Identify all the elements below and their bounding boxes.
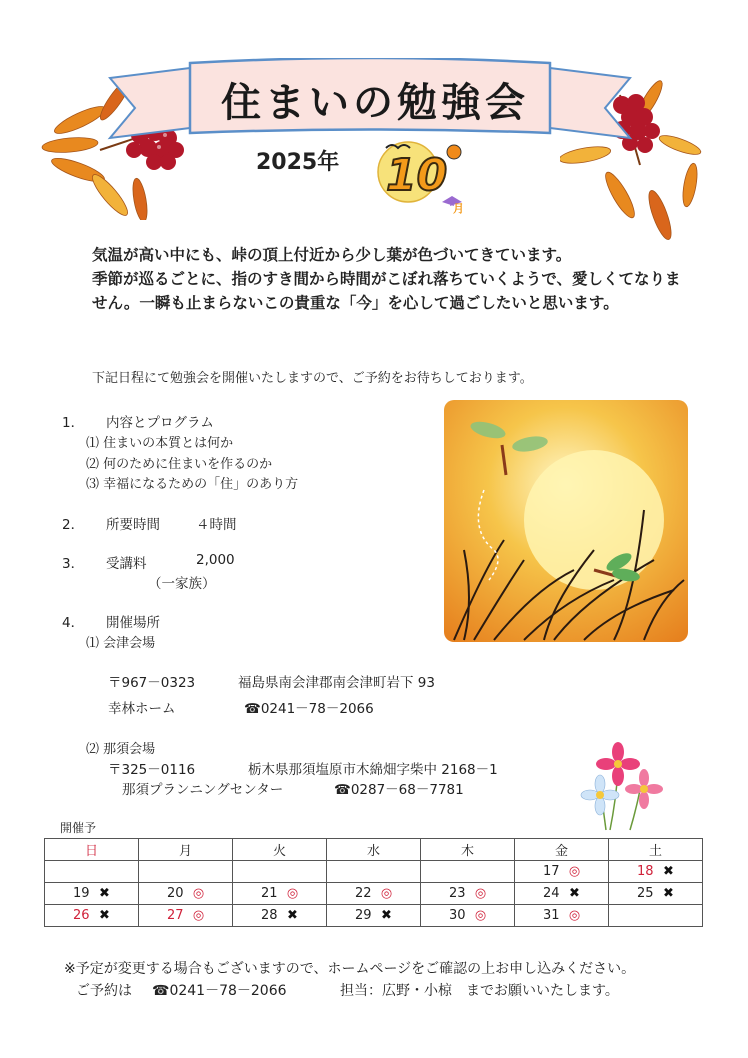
venue-2-name: 那須プランニングセンター	[122, 782, 284, 798]
day-number: 22	[354, 886, 372, 901]
venue-1-address: 福島県南会津郡南会津町岩下 93	[238, 675, 435, 691]
year-label: 2025年	[256, 150, 340, 175]
program-item: ⑴ 住まいの本質とは何か	[86, 436, 234, 451]
weekday-header: 月	[139, 839, 233, 861]
calendar-day-cell	[45, 905, 139, 927]
day-number: 20	[166, 886, 184, 901]
calendar-day-cell	[45, 883, 139, 905]
available-mark: ◎	[192, 886, 205, 901]
calendar-day-cell	[233, 861, 327, 883]
footer-note: ※予定が変更する場合もございますので、ホームページをご確認の上お申し込みください。	[64, 961, 636, 977]
calendar-day-cell	[515, 905, 609, 927]
day-number: 21	[260, 886, 278, 901]
section-2-heading	[62, 513, 160, 533]
unavailable-mark: ✖	[381, 908, 392, 923]
calendar-week-row	[45, 861, 703, 883]
calendar-day-cell	[327, 883, 421, 905]
calendar-header-row	[45, 839, 703, 861]
unavailable-mark: ✖	[663, 864, 674, 879]
day-number: 29	[354, 908, 372, 923]
intro-line: せん。一瞬も止まらないこの貴重な「今」を心して過ごしたいと思います。	[92, 294, 619, 312]
day-number: 25	[636, 886, 654, 901]
calendar-day-cell	[421, 905, 515, 927]
section-number: 3．	[62, 556, 85, 572]
intro-paragraph	[92, 243, 712, 315]
venue-2-address: 栃木県那須塩原市木綿畑字柴中 2168－1	[248, 762, 498, 778]
day-number: 24	[542, 886, 560, 901]
available-mark: ◎	[192, 908, 205, 923]
calendar-day-cell	[421, 861, 515, 883]
calendar-day-cell	[233, 905, 327, 927]
footer-reserve-label: ご予約は	[76, 983, 132, 999]
intro-line: 季節が巡るごとに、指のすき間から時間がこぼれ落ちていくようで、愛しくてなりま	[92, 270, 681, 288]
calendar-day-cell	[327, 861, 421, 883]
section-number: 4．	[62, 615, 85, 631]
day-number: 27	[166, 908, 184, 923]
day-number: 30	[448, 908, 466, 923]
calendar-day-cell	[327, 905, 421, 927]
available-mark: ◎	[568, 908, 581, 923]
day-number: 18	[636, 864, 654, 879]
section-3-heading	[62, 552, 147, 572]
page-title: 住まいの勉強会	[221, 80, 529, 126]
day-number: 26	[72, 908, 90, 923]
intro-line: 気温が高い中にも、峠の頂上付近から少し葉が色づいてきています。	[92, 246, 572, 264]
calendar-day-cell	[139, 905, 233, 927]
weekday-header: 日	[45, 839, 139, 861]
calendar-day-cell	[139, 883, 233, 905]
calendar-day-cell	[515, 883, 609, 905]
unavailable-mark: ✖	[99, 886, 110, 901]
calendar-day-cell	[233, 883, 327, 905]
unavailable-mark: ✖	[663, 886, 674, 901]
calendar-day-cell	[515, 861, 609, 883]
weekday-header: 水	[327, 839, 421, 861]
unavailable-mark: ✖	[287, 908, 298, 923]
program-item: ⑵ 何のために住まいを作るのか	[86, 457, 273, 472]
venue-1-name: 幸林ホーム	[108, 701, 176, 717]
month-number: 10	[386, 150, 448, 201]
fee-value: 2,000	[196, 552, 235, 568]
venue-1-label: ⑴ 会津会場	[86, 636, 156, 651]
weekday-header: 火	[233, 839, 327, 861]
unavailable-mark: ✖	[569, 886, 580, 901]
day-number: 19	[72, 886, 90, 901]
dragonfly-sunset-image	[444, 400, 688, 642]
cosmos-flowers-icon	[580, 740, 672, 832]
schedule-calendar	[44, 838, 703, 927]
duration-value: ４時間	[196, 517, 237, 533]
calendar-week-row	[45, 883, 703, 905]
footer-reserve-tel: ☎0241－78－2066	[152, 983, 287, 999]
weekday-header: 土	[609, 839, 703, 861]
available-mark: ◎	[380, 886, 393, 901]
calendar-caption: 開催予	[60, 821, 97, 835]
program-item: ⑶ 幸福になるための「住」のあり方	[86, 477, 299, 492]
available-mark: ◎	[568, 864, 581, 879]
calendar-day-cell	[45, 861, 139, 883]
section-title: 開催場所	[106, 615, 160, 631]
section-number: 2．	[62, 517, 85, 533]
venue-2-tel: ☎0287－68－7781	[334, 782, 464, 798]
weekday-header: 木	[421, 839, 515, 861]
available-mark: ◎	[474, 908, 487, 923]
section-title: 内容とプログラム	[106, 415, 214, 431]
calendar-day-cell	[609, 861, 703, 883]
section-1-heading	[62, 411, 214, 431]
calendar-day-cell	[609, 905, 703, 927]
unavailable-mark: ✖	[99, 908, 110, 923]
section-title: 受講料	[106, 556, 147, 572]
calendar-week-row	[45, 905, 703, 927]
section-number: 1．	[62, 415, 85, 431]
footer-contact: 担当：広野・小椋 までお願いいたします。	[340, 983, 619, 999]
venue-2-label: ⑵ 那須会場	[86, 742, 156, 757]
day-number: 31	[542, 908, 560, 923]
day-number: 28	[260, 908, 278, 923]
month-unit: 月	[453, 202, 464, 215]
section-title: 所要時間	[106, 517, 160, 533]
calendar-day-cell	[609, 883, 703, 905]
venue-2-postal: 〒325－0116	[108, 762, 196, 778]
venue-1-tel: ☎0241－78－2066	[244, 701, 374, 717]
fee-note: （一家族）	[148, 576, 216, 592]
day-number: 17	[542, 864, 560, 879]
day-number: 23	[448, 886, 466, 901]
venue-1-postal: 〒967－0323	[108, 675, 196, 691]
available-mark: ◎	[474, 886, 487, 901]
available-mark: ◎	[286, 886, 299, 901]
calendar-day-cell	[421, 883, 515, 905]
calendar-day-cell	[139, 861, 233, 883]
section-4-heading	[62, 611, 160, 631]
notice-text: 下記日程にて勉強会を開催いたしますので、ご予約をお待ちしております。	[92, 371, 533, 386]
weekday-header: 金	[515, 839, 609, 861]
